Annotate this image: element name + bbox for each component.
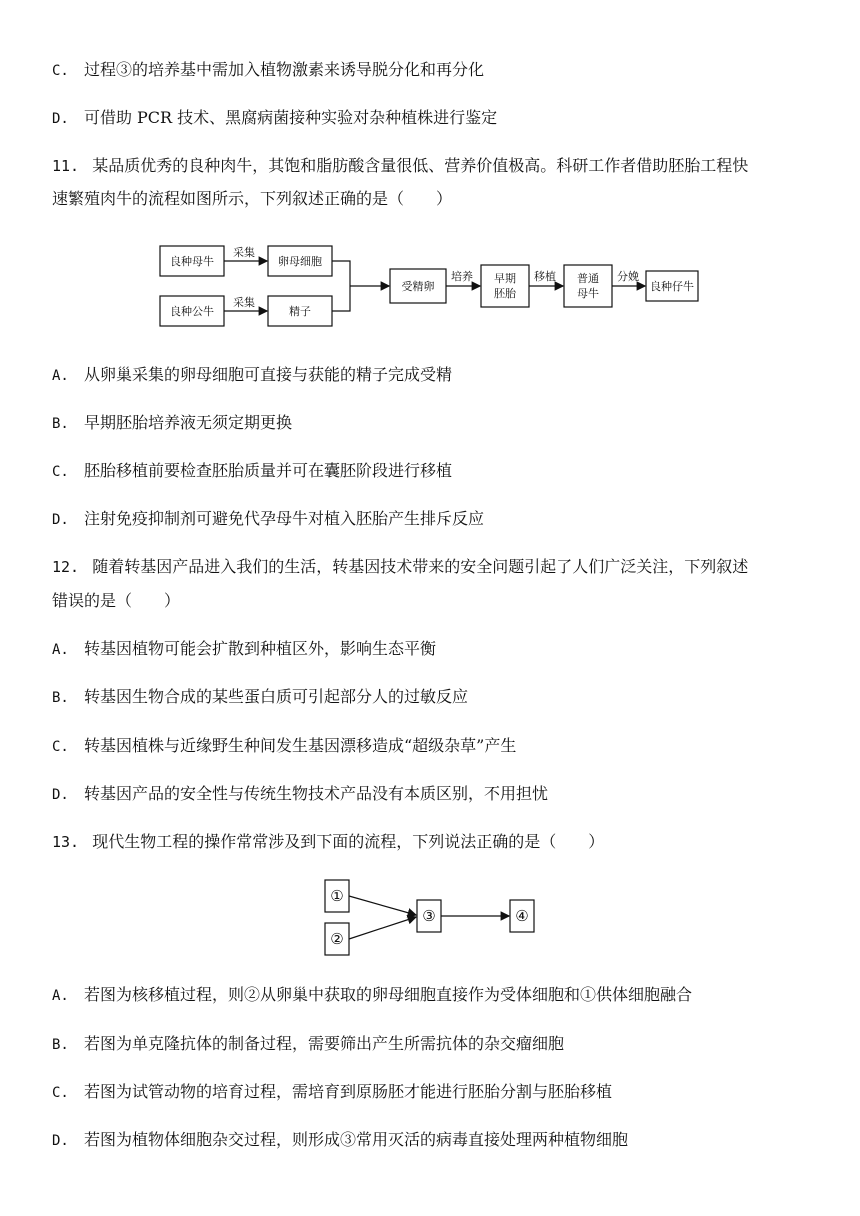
option-text: 注射免疫抑制剂可避免代孕母牛对植入胚胎产生排斥反应 <box>83 509 484 528</box>
q11-option-c <box>52 461 452 482</box>
q11-option-b <box>52 413 292 434</box>
arrow-1-to-3 <box>349 896 416 915</box>
option-text: 若图为核移植过程，则②从卵巢中获取的卵母细胞直接作为受体细胞和①供体细胞融合 <box>83 985 692 1004</box>
q12-stem-line1 <box>52 557 748 577</box>
option-text: 若图为试管动物的培育过程，需培育到原肠胚才能进行胚胎分割与胚胎移植 <box>83 1082 612 1101</box>
q11-flow-diagram <box>150 236 710 336</box>
q12-option-a <box>52 639 436 660</box>
early-embryo-label-1: 早期 <box>494 272 516 285</box>
q12-option-c <box>52 736 516 757</box>
option-letter: C. <box>52 1085 69 1101</box>
calf-label: 良种仔牛 <box>650 280 694 293</box>
q13-option-b <box>52 1034 564 1055</box>
option-letter: A. <box>52 988 69 1004</box>
node-3-label: ③ <box>422 907 436 925</box>
early-embryo-label-2: 胚胎 <box>494 287 516 300</box>
sperm-label: 精子 <box>289 305 311 318</box>
option-letter: D. <box>52 1133 69 1149</box>
node-1-label: ① <box>330 887 344 905</box>
merge-connector <box>332 261 350 311</box>
option-text: 胚胎移植前要检查胚胎质量并可在囊胚阶段进行移植 <box>83 461 452 480</box>
question-number: 13. <box>52 833 80 851</box>
option-letter: B. <box>52 416 69 432</box>
transfer-label: 移植 <box>534 270 556 283</box>
option-letter: D. <box>52 111 69 127</box>
option-letter: B. <box>52 1037 69 1053</box>
common-cow-label-2: 母牛 <box>577 287 599 300</box>
male-cow-label: 良种公牛 <box>170 305 214 318</box>
q13-flow-diagram <box>318 875 546 961</box>
collect-label-top: 采集 <box>233 246 255 259</box>
q10-option-d <box>52 108 497 129</box>
q11-option-d <box>52 509 484 530</box>
question-stem: 某品质优秀的良种肉牛，其饱和脂肪酸含量很低、营养价值极高。科研工作者借助胚胎工程快 <box>92 156 749 175</box>
q11-stem-line2: 速繁殖肉牛的流程如图所示，下列叙述正确的是（ ） <box>52 189 453 208</box>
oocyte-label: 卵母细胞 <box>278 255 322 268</box>
option-letter: A. <box>52 368 69 384</box>
option-text: 转基因植株与近缘野生种间发生基因漂移造成“超级杂草”产生 <box>83 736 517 755</box>
q12-option-d <box>52 784 548 805</box>
q10-option-c <box>52 60 484 81</box>
option-letter: D. <box>52 787 69 803</box>
option-letter: C. <box>52 739 69 755</box>
collect-label-bottom: 采集 <box>233 296 255 309</box>
fertilized-egg-label: 受精卵 <box>401 280 435 293</box>
question-stem: 现代生物工程的操作常常涉及到下面的流程，下列说法正确的是（ ） <box>92 832 605 851</box>
option-text: 可借助 PCR 技术、黑腐病菌接种实验对杂种植株进行鉴定 <box>83 108 498 127</box>
option-text: 若图为单克隆抗体的制备过程，需要筛出产生所需抗体的杂交瘤细胞 <box>83 1034 564 1053</box>
q12-stem-line2: 错误的是（ ） <box>52 591 181 610</box>
option-text: 若图为植物体细胞杂交过程，则形成③常用灭活的病毒直接处理两种植物细胞 <box>83 1130 628 1149</box>
q13-option-c <box>52 1082 612 1103</box>
option-text: 转基因生物合成的某些蛋白质可引起部分人的过敏反应 <box>83 687 468 706</box>
question-stem: 随着转基因产品进入我们的生活，转基因技术带来的安全问题引起了人们广泛关注，下列叙述 <box>92 557 749 576</box>
q13-option-d <box>52 1130 628 1151</box>
arrow-2-to-3 <box>349 917 416 939</box>
option-letter: C. <box>52 464 69 480</box>
option-text: 转基因植物可能会扩散到种植区外，影响生态平衡 <box>83 639 436 658</box>
option-letter: A. <box>52 642 69 658</box>
option-text: 从卵巢采集的卵母细胞可直接与获能的精子完成受精 <box>83 365 452 384</box>
common-cow-label-1: 普通 <box>577 272 599 285</box>
option-letter: B. <box>52 690 69 706</box>
female-cow-label: 良种母牛 <box>170 255 214 268</box>
question-number: 12. <box>52 558 80 576</box>
q13-option-a <box>52 985 692 1006</box>
question-number: 11. <box>52 157 80 175</box>
node-4-label: ④ <box>515 907 529 925</box>
q11-option-a <box>52 365 452 386</box>
option-letter: C. <box>52 63 69 79</box>
q11-stem-line1 <box>52 156 748 176</box>
culture-label: 培养 <box>451 270 473 283</box>
node-2-label: ② <box>330 930 344 948</box>
option-text: 早期胚胎培养液无须定期更换 <box>83 413 292 432</box>
option-text: 转基因产品的安全性与传统生物技术产品没有本质区别，不用担忧 <box>83 784 548 803</box>
option-letter: D. <box>52 512 69 528</box>
q13-stem <box>52 832 604 852</box>
q12-option-b <box>52 687 468 708</box>
birth-label: 分娩 <box>617 270 639 283</box>
option-text: 过程③的培养基中需加入植物激素来诱导脱分化和再分化 <box>83 60 484 79</box>
